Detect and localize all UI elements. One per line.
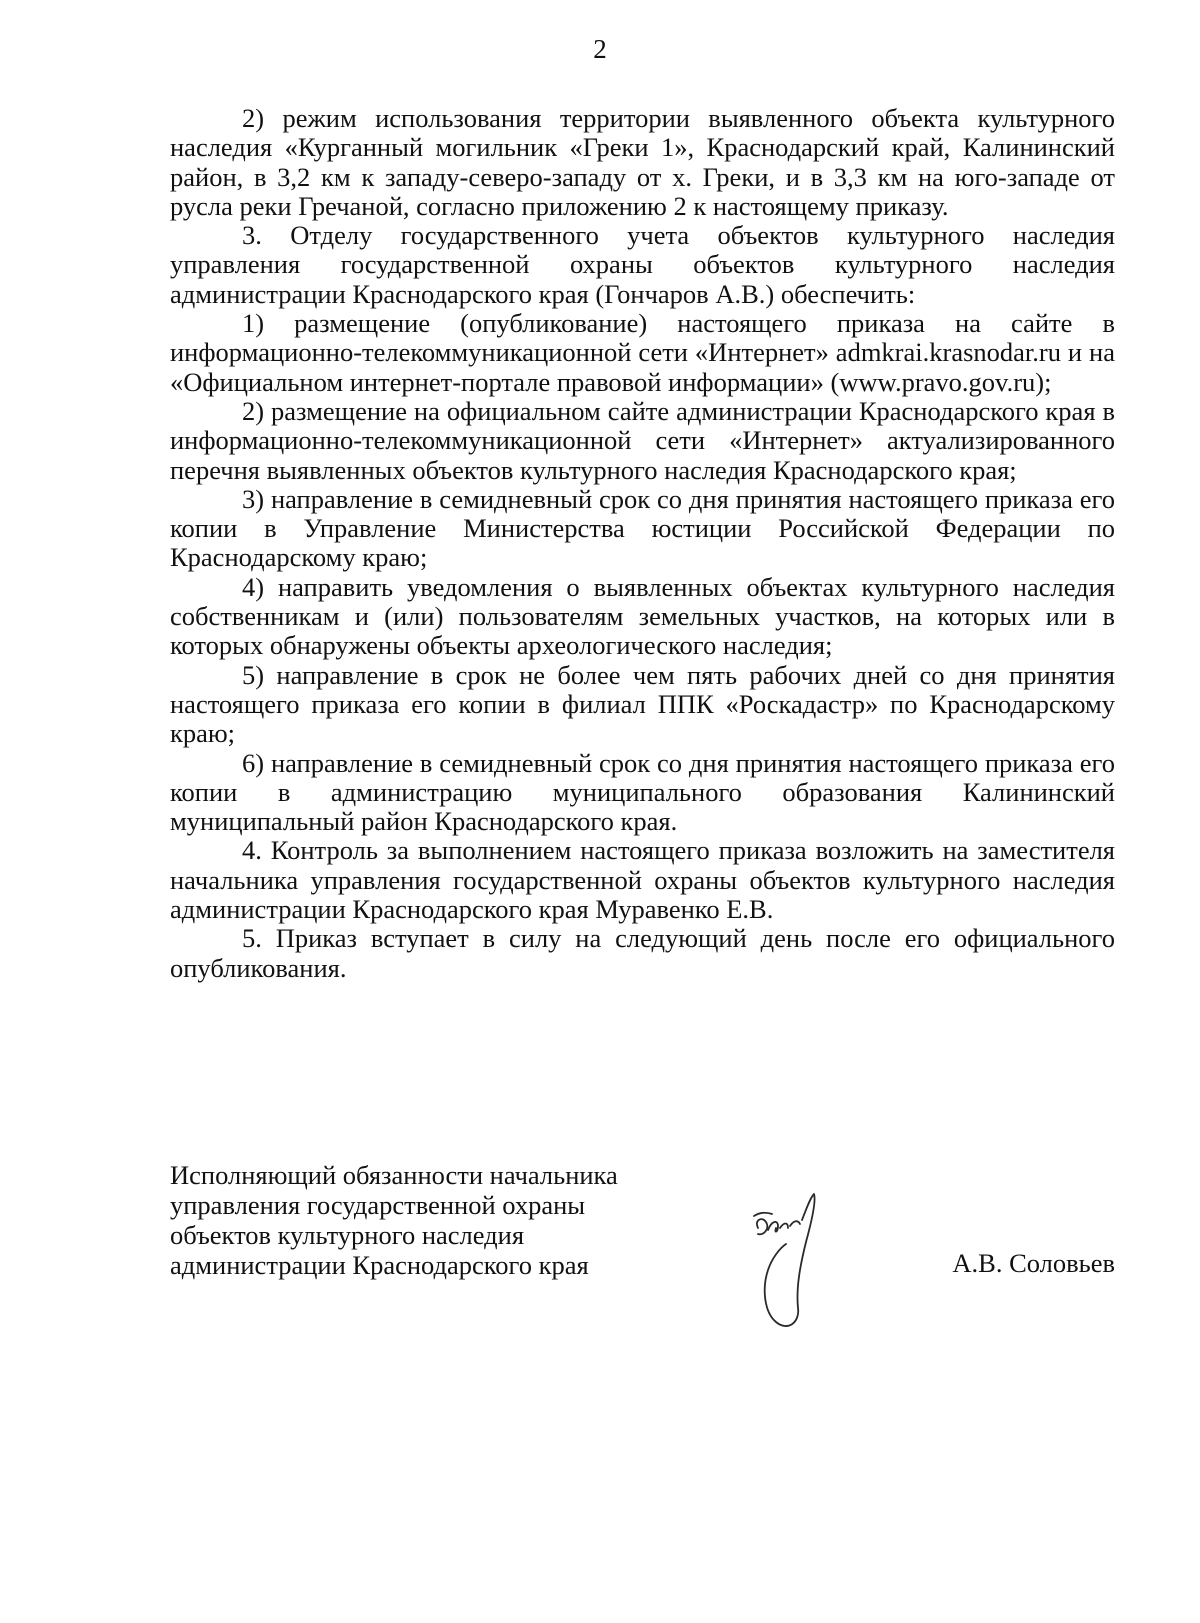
page-number: 2: [593, 34, 607, 64]
signatory-title-line: администрации Краснодарского края: [170, 1250, 589, 1280]
paragraph-3-6-municipality-copy: 6) направление в семидневный срок со дня принятия настоящего приказа его копии в администрацию муниципального образования Калининский муниципальный район Краснодарского края.: [170, 747, 1115, 837]
paragraph-3-5-roskadastr-copy: 5) направление в срок не более чем пять рабочих дней со дня принятия настоящего приказа его копии в филиал ППК «Роскадастр» по Краснодарскому краю;: [170, 659, 1115, 749]
signatory-title: [170, 1160, 690, 1280]
paragraph-4-control: 4. Контроль за выполнением настоящего приказа возложить на заместителя начальника управления государственной охраны объектов культурного наследия администрации Краснодарского края Муравенко Е.В.: [170, 835, 1115, 925]
paragraph-3-department-order: 3. Отделу государственного учета объектов культурного наследия управления государственной охраны объектов культурного наследия администрации Краснодарского края (Гончаров А.В.) обеспечить:: [170, 220, 1115, 309]
handwritten-signature: [740, 1190, 860, 1340]
document-body: [170, 104, 1115, 983]
signatory-title-line: объектов культурного наследия: [170, 1220, 525, 1250]
signatory-title-line: управления государственной охраны: [170, 1190, 586, 1220]
paragraph-5-entry-into-force: 5. Приказ вступает в силу на следующий день после его официального опубликования.: [170, 923, 1115, 983]
paragraph-3-3-ministry-copy: 3) направление в семидневный срок со дня принятия настоящего приказа его копии в Управление Министерства юстиции Российской Федерации по Краснодарскому краю;: [170, 483, 1115, 573]
paragraph-3-2-site-posting: 2) размещение на официальном сайте администрации Краснодарского края в информационно-телекоммуникационной сети «Интернет» актуализированного перечня выявленных объектов культурного наследия Краснодарского края;: [170, 395, 1115, 485]
paragraph-2-2-usage-regime: 2) режим использования территории выявленного объекта культурного наследия «Курганный могильник «Греки 1», Краснодарский край, Калининский район, в 3,2 км к западу-северо-западу от х. Греки, и в 3,3 км на юго-западе от русла реки Гречаной, согласно приложению 2 к настоящему приказу.: [170, 103, 1115, 221]
signatory-title-line: Исполняющий обязанности начальника: [170, 1160, 618, 1190]
paragraph-3-4-owner-notices: 4) направить уведомления о выявленных объектах культурного наследия собственникам и (или) пользователям земельных участков, на которых или в которых обнаружены объекты археологического наследия;: [170, 571, 1115, 661]
paragraph-3-1-publication: 1) размещение (опубликование) настоящего приказа на сайте в информационно-телекоммуникационной сети «Интернет» admkrai.krasnodar.ru и на «Официальном интернет-портале правовой информации» (www.pravo.gov.ru);: [170, 308, 1115, 397]
signatory-name: А.В. Соловьев: [952, 1248, 1115, 1278]
